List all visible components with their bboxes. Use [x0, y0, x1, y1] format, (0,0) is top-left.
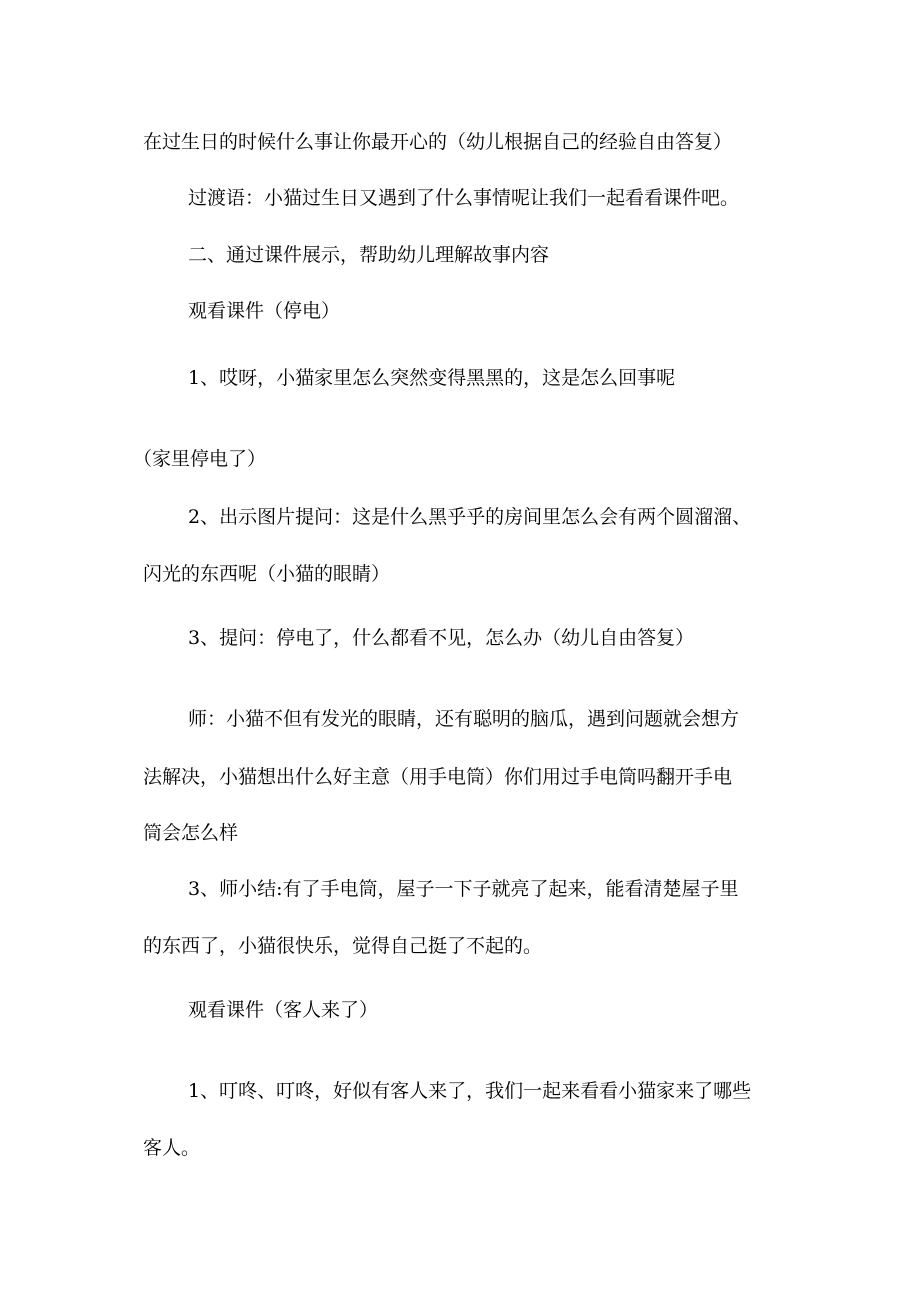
text-line-intro-question: 在过生日的时候什么事让你最开心的（幼儿根据自己的经验自由答复） — [143, 131, 733, 153]
text-line-item-2: 2、出示图片提问：这是什么黑乎乎的房间里怎么会有两个圆溜溜、 — [188, 506, 752, 528]
text-line-teacher: 师：小猫不但有发光的眼睛，还有聪明的脑瓜，遇到问题就会想方 — [188, 708, 740, 730]
text-line-item-2-cont: 闪光的东西呢（小猫的眼睛） — [143, 563, 391, 585]
subheading-power-outage: 观看课件（停电） — [188, 300, 341, 322]
text-line-teacher-cont-1: 法解决，小猫想出什么好主意（用手电筒）你们用过手电筒吗翻开手电 — [143, 766, 733, 788]
text-line-transition: 过渡语：小猫过生日又遇到了什么事情呢让我们一起看看课件吧。 — [188, 187, 740, 209]
text-line-teacher-cont-2: 筒会怎么样 — [143, 822, 239, 844]
text-line-item-1-answer: （家里停电了） — [133, 448, 267, 470]
text-line-item-3: 3、提问：停电了，什么都看不见，怎么办（幼儿自由答复） — [188, 627, 695, 649]
text-line-guests-item-1-cont: 客人。 — [143, 1137, 201, 1159]
text-line-summary-cont: 的东西了，小猫很快乐，觉得自己挺了不起的。 — [143, 935, 543, 957]
section-heading-2: 二、通过课件展示，帮助幼儿理解故事内容 — [188, 244, 550, 266]
text-line-guests-item-1: 1、叮咚、叮咚，好似有客人来了，我们一起来看看小猫家来了哪些 — [188, 1080, 752, 1102]
text-line-summary: 3、师小结:有了手电筒，屋子一下子就亮了起来，能看清楚屋子里 — [188, 878, 739, 900]
subheading-guests-arrive: 观看课件（客人来了） — [188, 999, 379, 1021]
text-line-item-1: 1、哎呀，小猫家里怎么突然变得黑黑的，这是怎么回事呢 — [188, 367, 676, 389]
